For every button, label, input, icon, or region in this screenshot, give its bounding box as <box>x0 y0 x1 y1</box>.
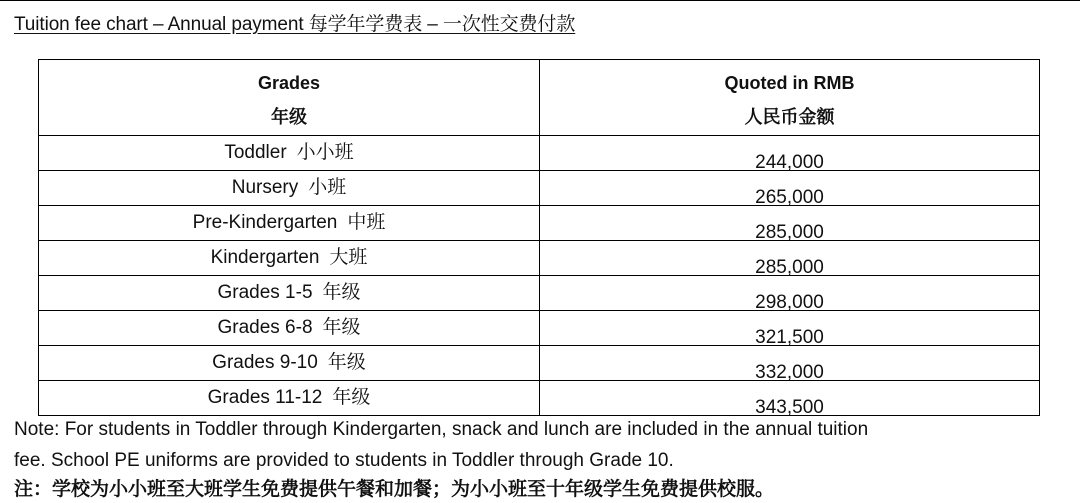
grade-name: Nursery <box>231 177 299 198</box>
table-row <box>39 311 1040 346</box>
grade-cell <box>39 171 540 206</box>
price-value: 285,000 <box>755 222 824 243</box>
price-value: 332,000 <box>755 362 824 383</box>
grade-name: Grades 1-5 <box>217 282 313 303</box>
grade-name-zh: 小小班 <box>296 142 354 163</box>
top-rule <box>0 0 1080 1</box>
grade-cell <box>39 136 540 171</box>
grade-cell <box>39 276 540 311</box>
grade-name-zh: 年级 <box>322 282 361 303</box>
price-cell <box>540 241 1040 276</box>
grades-header-en: Grades <box>257 73 321 93</box>
price-header <box>540 60 1040 136</box>
table-row <box>39 276 1040 311</box>
table-row <box>39 381 1040 416</box>
grade-cell <box>39 241 540 276</box>
price-cell <box>540 136 1040 171</box>
grade-name-zh: 大班 <box>329 247 368 268</box>
price-cell <box>540 171 1040 206</box>
price-value: 244,000 <box>755 152 824 173</box>
price-cell <box>540 276 1040 311</box>
grade-name: Grades 9-10 <box>212 352 318 373</box>
grade-name: Toddler <box>224 142 287 163</box>
grade-name-zh: 年级 <box>332 387 371 408</box>
document-title: Tuition fee chart – Annual payment 每学年学费表 – 一次性交费付款 <box>14 14 576 35</box>
grade-name: Kindergarten <box>210 247 320 268</box>
price-cell <box>540 346 1040 381</box>
price-cell <box>540 206 1040 241</box>
note-line-zh: 注：学校为小小班至大班学生免费提供午餐和加餐；为小小班至十年级学生免费提供校服。 <box>14 479 775 500</box>
grade-name-zh: 中班 <box>347 212 386 233</box>
grade-name-zh: 年级 <box>322 317 361 338</box>
grade-cell <box>39 381 540 416</box>
price-value: 265,000 <box>755 187 824 208</box>
table-row <box>39 346 1040 381</box>
grades-header-zh: 年级 <box>271 107 307 127</box>
price-value: 285,000 <box>755 257 824 278</box>
table-row <box>39 136 1040 171</box>
grades-header <box>39 60 540 136</box>
grade-cell <box>39 346 540 381</box>
table-row <box>39 171 1040 206</box>
price-cell <box>540 381 1040 416</box>
price-header-en: Quoted in RMB <box>724 73 855 93</box>
price-cell <box>540 311 1040 346</box>
note-line-en-2: fee. School PE uniforms are provided to students in Toddler through Grade 10. <box>14 450 674 471</box>
grade-name: Grades 6-8 <box>217 317 313 338</box>
grade-name: Pre-Kindergarten <box>192 212 338 233</box>
table-header-row <box>39 60 1040 136</box>
price-value: 321,500 <box>755 327 824 348</box>
grade-name-zh: 年级 <box>327 352 366 373</box>
tuition-fee-table <box>38 59 1040 416</box>
table-row <box>39 206 1040 241</box>
note-line-en-1: Note: For students in Toddler through Kindergarten, snack and lunch are included in the annual tuition <box>14 419 869 440</box>
price-value: 298,000 <box>755 292 824 313</box>
grade-cell <box>39 206 540 241</box>
price-value: 343,500 <box>755 397 824 418</box>
price-header-zh: 人民币金额 <box>744 107 835 127</box>
grade-name-zh: 小班 <box>308 177 347 198</box>
table-row <box>39 241 1040 276</box>
grade-name: Grades 11-12 <box>207 387 323 408</box>
grade-cell <box>39 311 540 346</box>
